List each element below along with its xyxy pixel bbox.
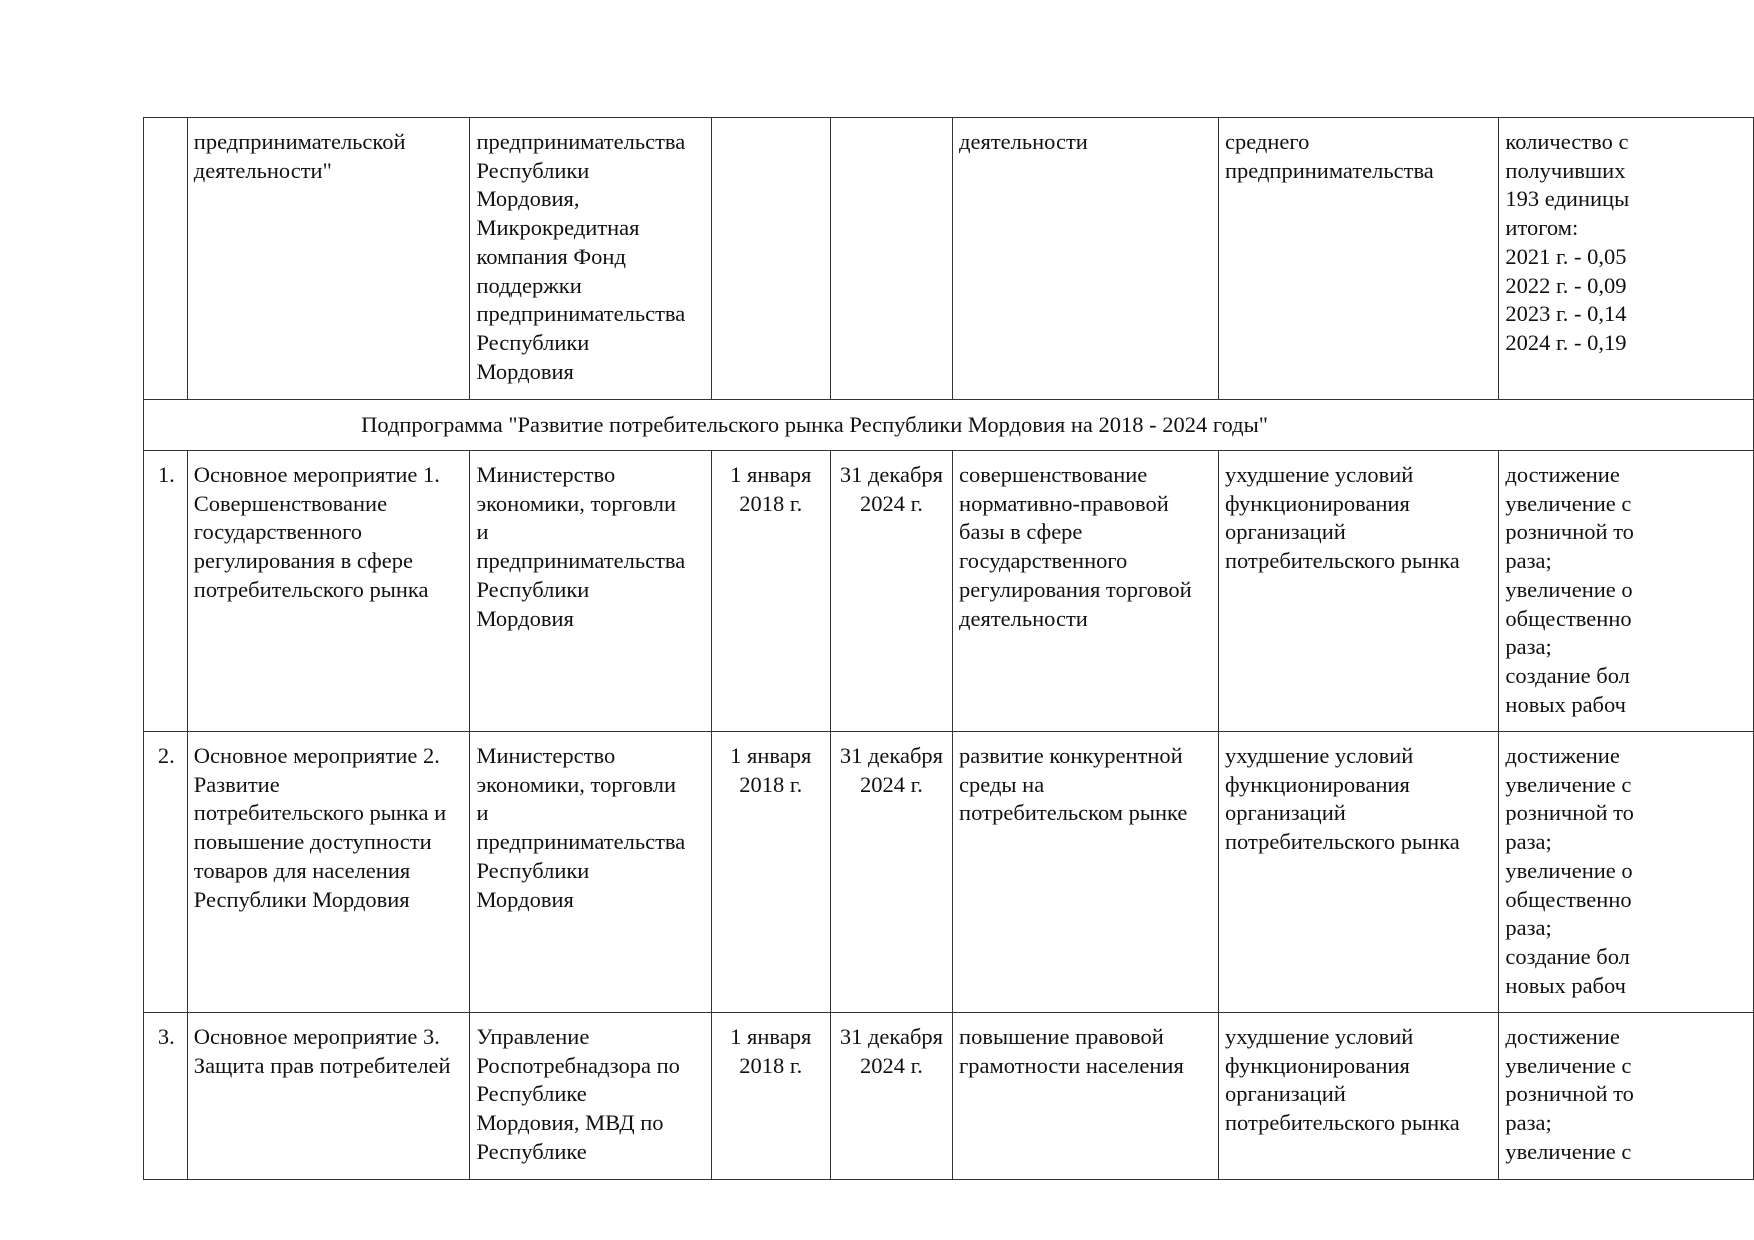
cell-end: 31 декабря 2024 г. [830, 732, 952, 1013]
table-row [144, 1013, 1754, 1180]
cell-num: 3. [144, 1013, 188, 1180]
cell-end: 31 декабря 2024 г. [830, 1013, 952, 1180]
cell-consequences: ухудшение условий функционирования организаций потребительского рынка [1219, 732, 1499, 1013]
cell-event: Основное мероприятие 1. Совершенствование государственного регулирования в сфере потребительского рынка [187, 451, 470, 732]
cell-indicators: количество с получивших 193 единицы итогом: 2021 г. - 0,05 2022 г. - 0,09 2023 г. - 0,14 2024 г. - 0,19 [1499, 118, 1754, 400]
cell-event: предпринимательской деятельности" [187, 118, 470, 400]
cell-consequences: ухудшение условий функционирования организаций потребительского рынка [1219, 1013, 1499, 1180]
table-row [144, 118, 1754, 400]
cell-result: деятельности [953, 118, 1219, 400]
cell-result: совершенствование нормативно-правовой базы в сфере государственного регулирования торговой деятельности [953, 451, 1219, 732]
program-table [143, 117, 1754, 1180]
cell-event: Основное мероприятие 2. Развитие потребительского рынка и повышение доступности товаров для населения Республики Мордовия [187, 732, 470, 1013]
subprogram-row [144, 400, 1754, 451]
cell-consequences: ухудшение условий функционирования организаций потребительского рынка [1219, 451, 1499, 732]
cell-executor: Министерство экономики, торговли и предпринимательства Республики Мордовия [470, 732, 711, 1013]
cell-executor: Министерство экономики, торговли и предпринимательства Республики Мордовия [470, 451, 711, 732]
subprogram-title-text: Подпрограмма "Развитие потребительского рынка Республики Мордовия на 2018 - 2024 годы" [361, 411, 1268, 437]
cell-num: 1. [144, 451, 188, 732]
cell-start: 1 января 2018 г. [711, 451, 830, 732]
cell-num [144, 118, 188, 400]
cell-executor: предпринимательства Республики Мордовия, Микрокредитная компания Фонд поддержки предпринимательства Республики Мордовия [470, 118, 711, 400]
table-row [144, 451, 1754, 732]
cell-start [711, 118, 830, 400]
cell-event: Основное мероприятие 3. Защита прав потребителей [187, 1013, 470, 1180]
cell-end [830, 118, 952, 400]
cell-indicators: достижение увеличение с розничной то раза; увеличение о общественно раза; создание бол новых рабоч [1499, 451, 1754, 732]
cell-start: 1 января 2018 г. [711, 1013, 830, 1180]
cell-start: 1 января 2018 г. [711, 732, 830, 1013]
cell-executor: Управление Роспотребнадзора по Республике Мордовия, МВД по Республике [470, 1013, 711, 1180]
subprogram-title [144, 400, 1754, 451]
cell-indicators: достижение увеличение с розничной то раза; увеличение с [1499, 1013, 1754, 1180]
cell-end: 31 декабря 2024 г. [830, 451, 952, 732]
table-row [144, 732, 1754, 1013]
cell-result: развитие конкурентной среды на потребительском рынке [953, 732, 1219, 1013]
cell-indicators: достижение увеличение с розничной то раза; увеличение о общественно раза; создание бол новых рабоч [1499, 732, 1754, 1013]
cell-num: 2. [144, 732, 188, 1013]
cell-result: повышение правовой грамотности населения [953, 1013, 1219, 1180]
cell-consequences: среднего предпринимательства [1219, 118, 1499, 400]
